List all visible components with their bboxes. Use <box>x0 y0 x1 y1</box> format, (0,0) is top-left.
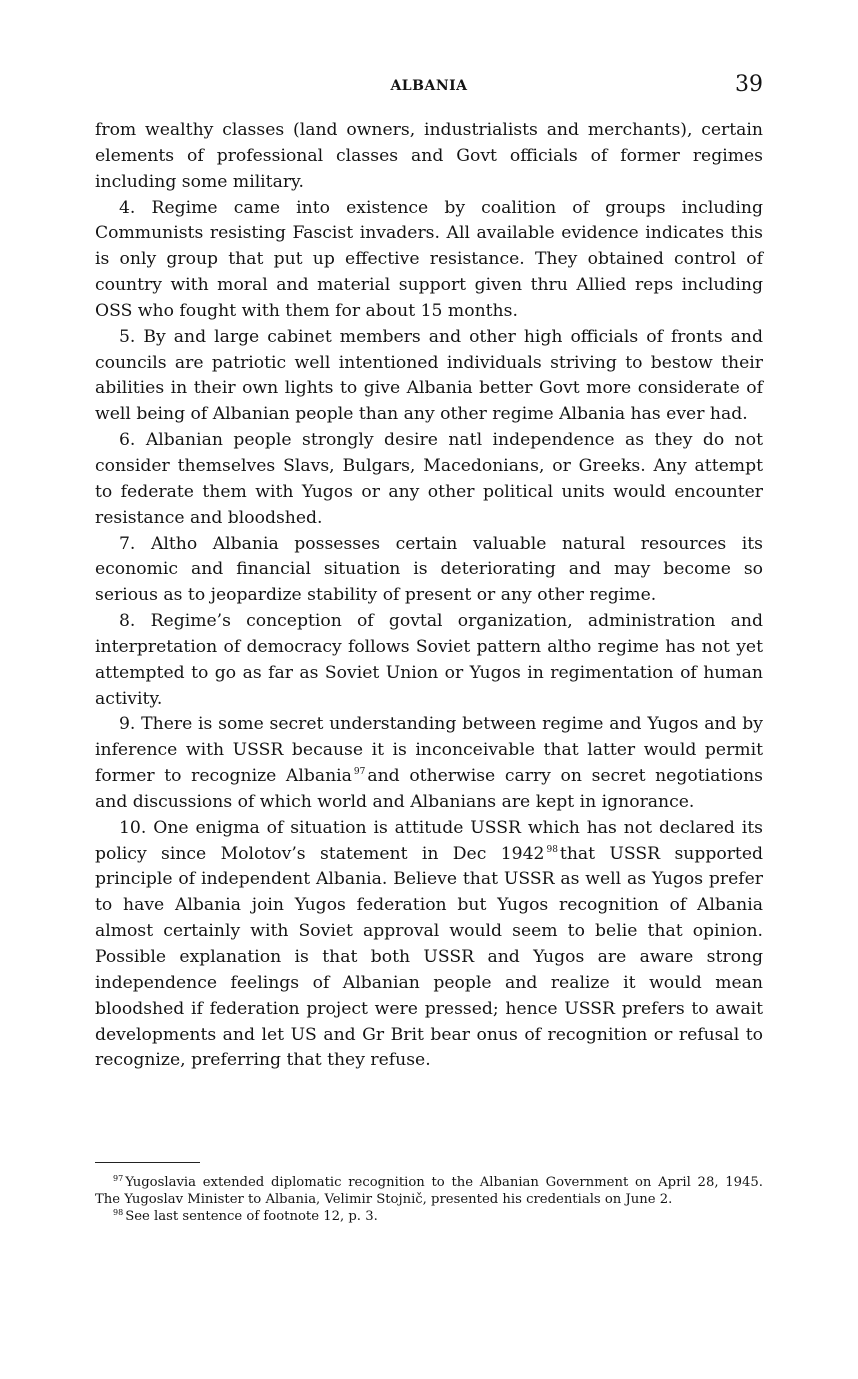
running-head <box>95 72 763 102</box>
paragraph-9 <box>95 712 763 815</box>
paragraph-10 <box>95 816 763 1074</box>
footnote-rule <box>95 1162 200 1163</box>
page-number: 39 <box>735 72 763 97</box>
footnote-ref-98[interactable]: 98 <box>546 844 558 855</box>
paragraph-10-text-after: that USSR supported principle of independent Albania. Believe that USSR as well as Yugos prefer to have Albania join Yugos federation but Yugos recognition of Albania almost certainly with Soviet approval would seem to belie that opinion. Possible explanation is that both USSR and Yugos are aware strong independence feelings of Albanian people and realize it would mean bloodshed if federation project were pressed; hence USSR prefers to await developments and let US and Gr Brit bear onus of recognition or refusal to recognize, preferring that they refuse. <box>95 843 763 1071</box>
running-title: ALBANIA <box>390 78 468 94</box>
footnote-mark-98: 98 <box>113 1208 124 1217</box>
paragraph-4: 4. Regime came into existence by coalition of groups including Communists resisting Fascist invaders. All available evidence indicates this is only group that put up effective resistance. They obtained control of country with moral and material support given thru Allied reps including OSS who fought with them for about 15 months. <box>95 197 763 321</box>
paragraph-continuation: from wealthy classes (land owners, industrialists and merchants), certain elements of professional classes and Govt officials of former regimes including some military. <box>95 120 763 192</box>
footnote-97-text: Yugoslavia extended diplomatic recognition to the Albanian Government on April 28, 1945. The Yugoslav Minister to Albania, Velimir Stojnič, presented his credentials on June 2. <box>95 1175 763 1207</box>
paragraph-8: 8. Regime’s conception of govtal organization, administration and interpretation of democracy follows Soviet pattern altho regime has not yet attempted to go as far as Soviet Union or Yugos in regimentation of human activity. <box>95 611 763 709</box>
footnote-mark-97: 97 <box>113 1174 124 1183</box>
paragraph-9-text-after: and otherwise carry on secret negotiations and discussions of which world and Albanians are kept in ignorance. <box>95 766 763 812</box>
footnote-98 <box>95 1208 763 1225</box>
footnote-98-text: See last sentence of footnote 12, p. 3. <box>125 1209 378 1224</box>
paragraph-9-text-before: 9. There is some secret understanding between regime and Yugos and by inference with USSR because it is inconceivable that latter would permit former to recognize Albania <box>95 714 763 787</box>
paragraph-10-text-before: 10. One enigma of situation is attitude USSR which has not declared its policy since Molotov’s statement in Dec 1942 <box>95 817 763 864</box>
paragraph-5: 5. By and large cabinet members and other high officials of fronts and councils are patriotic well intentioned individuals striving to bestow their abilities in their own lights to give Albania better Govt more considerate of well being of Albanian people than any other regime Albania has ever had. <box>95 326 763 425</box>
footnote-97 <box>95 1174 763 1208</box>
paragraph-7: 7. Altho Albania possesses certain valuable natural resources its economic and financial situation is deteriorating and may become so serious as to jeopardize stability of present or any other regime. <box>95 533 763 606</box>
body-text <box>95 118 763 1074</box>
paragraph-6: 6. Albanian people strongly desire natl independence as they do not consider themselves Slavs, Bulgars, Macedonians, or Greeks. Any attempt to federate them with Yugos or any other political units would encounter resistance and bloodshed. <box>95 430 763 528</box>
footnotes <box>95 1174 763 1225</box>
footnote-ref-97[interactable]: 97 <box>353 767 366 778</box>
